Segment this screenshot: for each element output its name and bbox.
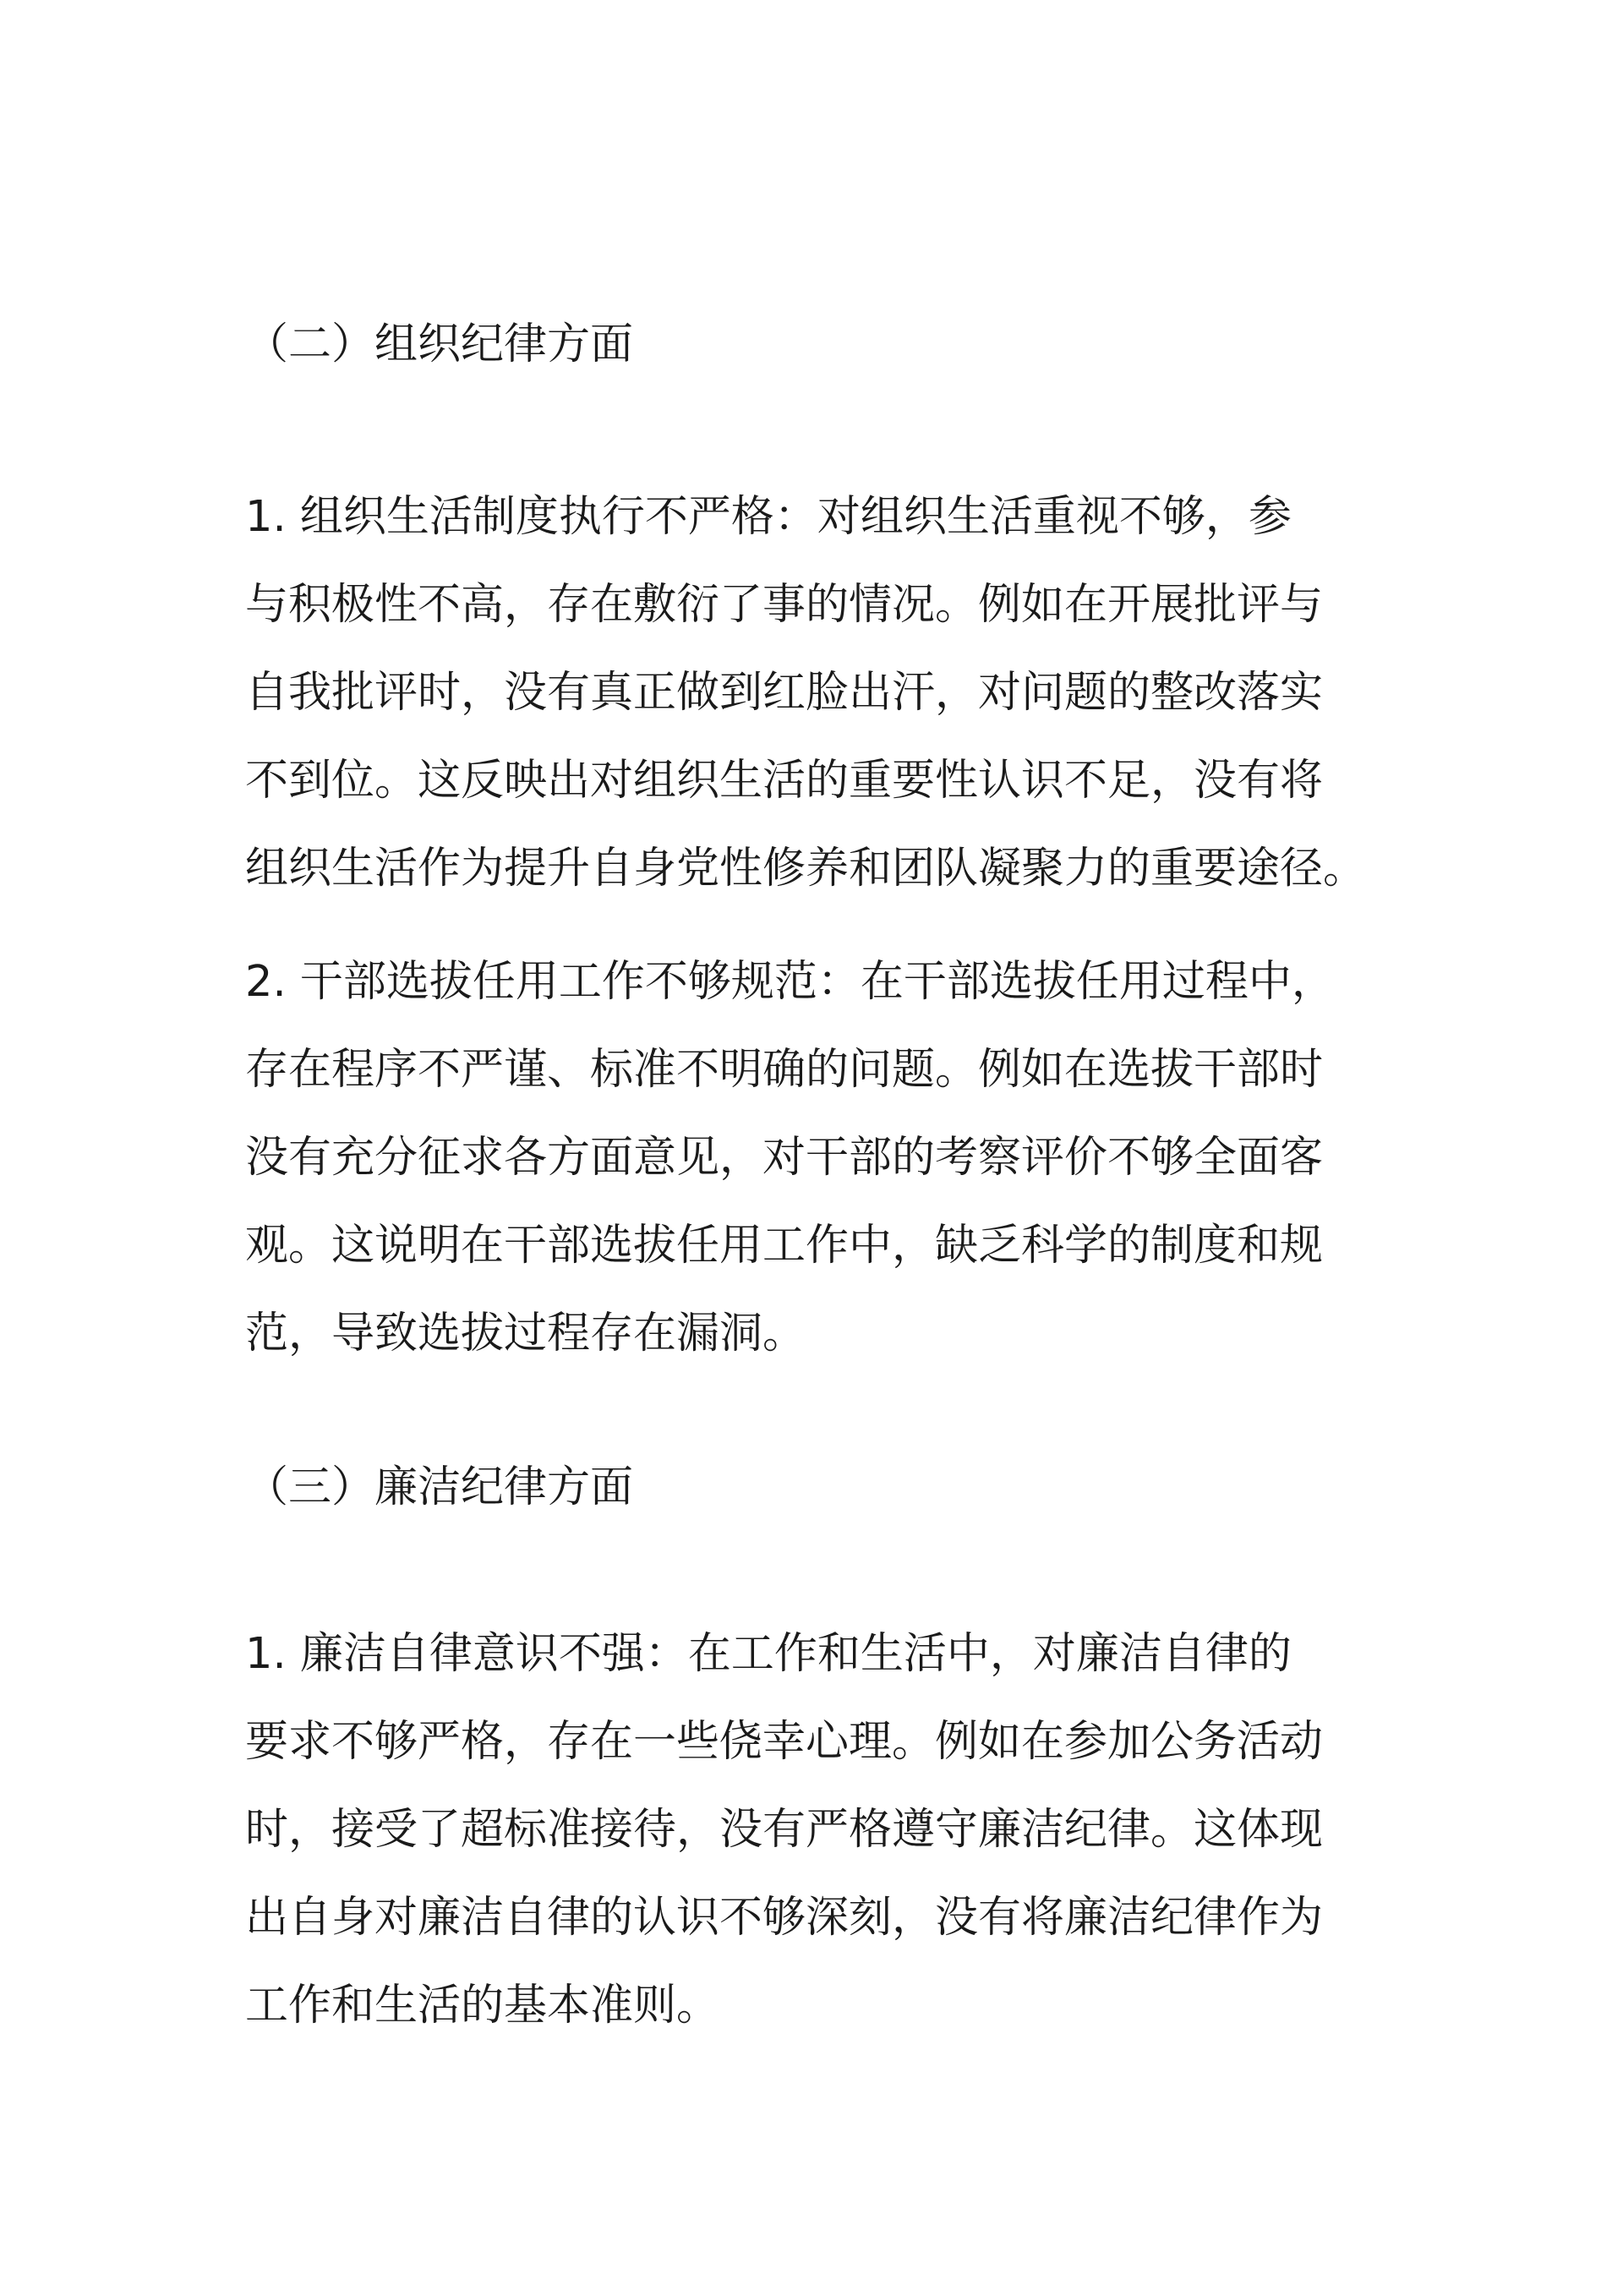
paragraph-cadre-selection bbox=[245, 938, 1395, 1378]
paragraph-line: 观。这说明在干部选拔任用工作中，缺乏科学的制度和规 bbox=[245, 1221, 1324, 1271]
paragraph-line: 没有充分征求各方面意见，对干部的考察评价不够全面客 bbox=[245, 1133, 1324, 1183]
paragraph-line: 时，接受了超标准接待，没有严格遵守廉洁纪律。这体现 bbox=[245, 1805, 1324, 1855]
paragraph-line: 范，导致选拔过程存在漏洞。 bbox=[245, 1309, 806, 1358]
paragraph-line: 1. 组织生活制度执行不严格：对组织生活重视不够，参 bbox=[245, 492, 1292, 542]
paragraph-line: 1. 廉洁自律意识不强：在工作和生活中，对廉洁自律的 bbox=[245, 1629, 1292, 1679]
paragraph-line: 要求不够严格，存在一些侥幸心理。例如在参加公务活动 bbox=[245, 1717, 1324, 1767]
paragraph-line: 与积极性不高，存在敷衍了事的情况。例如在开展批评与 bbox=[245, 580, 1324, 630]
section-heading-integrity-discipline: （三）廉洁纪律方面 bbox=[245, 1462, 634, 1512]
paragraph-organizational-life bbox=[245, 473, 1395, 913]
paragraph-line: 2. 干部选拔任用工作不够规范：在干部选拔任用过程中， bbox=[245, 957, 1335, 1007]
section-heading-organizational-discipline: （二）组织纪律方面 bbox=[245, 320, 634, 369]
paragraph-line: 自我批评时，没有真正做到红脸出汗，对问题的整改落实 bbox=[245, 668, 1324, 718]
paragraph-line: 存在程序不严谨、标准不明确的问题。例如在选拔干部时 bbox=[245, 1045, 1324, 1095]
paragraph-line: 组织生活作为提升自身党性修养和团队凝聚力的重要途径。 bbox=[245, 844, 1367, 894]
paragraph-line: 不到位。这反映出对组织生活的重要性认识不足，没有将 bbox=[245, 756, 1324, 806]
paragraph-line: 出自身对廉洁自律的认识不够深刻，没有将廉洁纪律作为 bbox=[245, 1893, 1324, 1943]
paragraph-integrity-self-discipline bbox=[245, 1610, 1395, 2050]
paragraph-line: 工作和生活的基本准则。 bbox=[245, 1981, 720, 2031]
